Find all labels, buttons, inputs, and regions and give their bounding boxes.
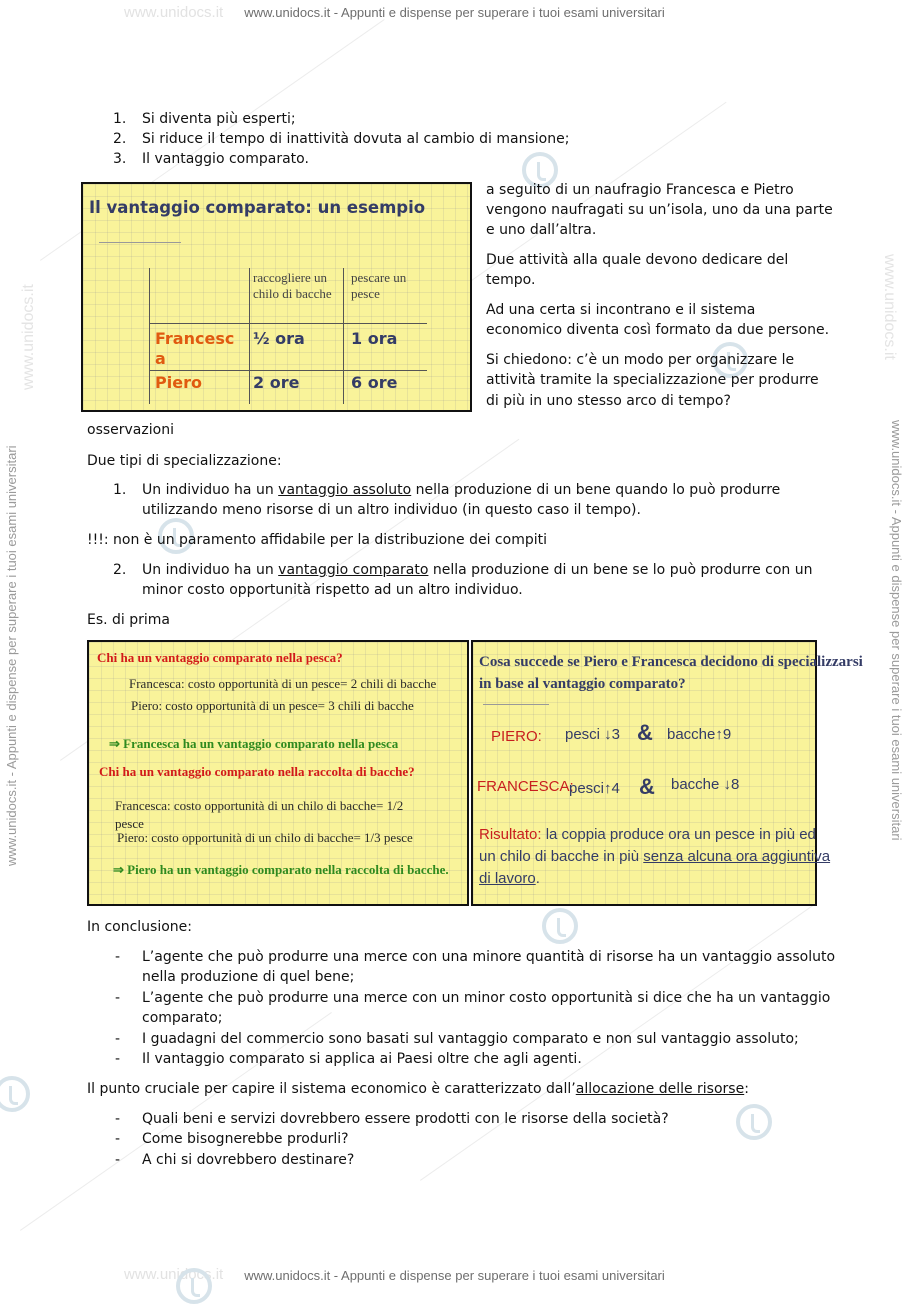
types-heading: Due tipi di specializzazione: xyxy=(87,453,282,469)
result-label: Risultato: xyxy=(479,826,542,843)
bullet-dash: - xyxy=(115,949,121,965)
paragraph-line: di più in uno stesso arco di tempo? xyxy=(486,393,731,409)
table-header-fish: pescare un pesce xyxy=(351,270,407,301)
list-number: 1. xyxy=(113,482,127,498)
paragraph-line: Ad una certa si incontrano e il sistema xyxy=(486,302,756,318)
slide-conclusion: ⇒ Francesca ha un vantaggio comparato nella pesca xyxy=(109,736,399,751)
list-item: Si diventa più esperti; xyxy=(142,111,296,127)
arrow-icon: ⇒ xyxy=(113,862,124,877)
slide-divider xyxy=(483,704,549,705)
list-item: Si riduce il tempo di inattività dovuta al cambio di mansione; xyxy=(142,131,570,147)
slide-title: Cosa succede se Piero e Francesca decidono di specializzarsi xyxy=(479,654,863,670)
observations-heading: osservazioni xyxy=(87,422,174,438)
list-number: 1. xyxy=(113,111,127,127)
piero-label: PIERO: xyxy=(491,728,542,745)
bullet-dash: - xyxy=(115,990,121,1006)
paragraph-line: vengono naufragati su un’isola, uno da una parte xyxy=(486,202,833,218)
result-line: Risultato: la coppia produce ora un pesce in più ed xyxy=(479,826,816,843)
table-cell: 6 ore xyxy=(351,373,398,392)
watermark-left-side: www.unidocs.it - Appunti e dispense per superare i tuoi esami universitari xyxy=(4,445,19,866)
slide-conclusion: ⇒ Piero ha un vantaggio comparato nella raccolta di bacche. xyxy=(113,862,449,877)
table-rule xyxy=(249,268,250,404)
bullet-dash: - xyxy=(115,1111,121,1127)
table-cell: ½ ora xyxy=(253,329,305,348)
watermark-ghost: www.unidocs.it xyxy=(124,4,224,21)
table-cell: 1 ora xyxy=(351,329,398,348)
slide-line: Francesca: costo opportunità di un chilo di bacche= 1/2 xyxy=(115,798,404,813)
list-number: 2. xyxy=(113,131,127,147)
paragraph-line: attività tramite la specializzazione per produrre xyxy=(486,372,819,388)
bullet-dash: - xyxy=(115,1051,121,1067)
list-item: comparato; xyxy=(142,1010,223,1026)
watermark-ghost: www.unidocs.it xyxy=(881,254,898,360)
list-item: A chi si dovrebbero destinare? xyxy=(142,1152,355,1168)
slide-line: Piero: costo opportunità di un chilo di bacche= 1/3 pesce xyxy=(117,830,413,845)
definition-absolute: Un individuo ha un vantaggio assoluto nella produzione di un bene quando lo può produrre xyxy=(142,482,781,498)
list-item: Il vantaggio comparato. xyxy=(142,151,309,167)
list-number: 3. xyxy=(113,151,127,167)
term-comparative-advantage: vantaggio comparato xyxy=(278,562,429,578)
table-rule xyxy=(149,370,427,371)
table-rule xyxy=(343,268,344,404)
list-item: nella produzione di quel bene; xyxy=(142,969,355,985)
watermark-header: www.unidocs.it - Appunti e dispense per superare i tuoi esami universitari xyxy=(244,5,665,20)
list-item: Il vantaggio comparato si applica ai Paesi oltre che agli agenti. xyxy=(142,1051,582,1067)
list-item: L’agente che può produrre una merce con una minore quantità di risorse ha un vantaggio assoluto xyxy=(142,949,836,965)
paragraph-line: tempo. xyxy=(486,272,536,288)
result-line: di lavoro. xyxy=(479,870,540,887)
paragraph-line: Si chiedono: c’è un modo per organizzare le xyxy=(486,352,795,368)
paragraph-line: a seguito di un naufragio Francesca e Pietro xyxy=(486,182,794,198)
slide-question: Chi ha un vantaggio comparato nella raccolta di bacche? xyxy=(99,764,415,779)
watermark-logo-icon xyxy=(0,1076,30,1112)
paragraph-line: e uno dall’altra. xyxy=(486,222,597,238)
slide-divider xyxy=(99,242,181,243)
note: !!!: non è un paramento affidabile per la distribuzione dei compiti xyxy=(87,532,547,548)
watermark-footer: www.unidocs.it - Appunti e dispense per superare i tuoi esami universitari xyxy=(244,1268,665,1283)
list-item: Quali beni e servizi dovrebbero essere prodotti con le risorse della società? xyxy=(142,1111,669,1127)
definition-comparative-line2: minor costo opportunità rispetto ad un altro individuo. xyxy=(142,582,523,598)
arrow-icon: ⇒ xyxy=(109,736,120,751)
table-rule xyxy=(149,268,150,404)
slide-opportunity-cost xyxy=(87,640,469,906)
slide-comparative-advantage-example xyxy=(81,182,472,412)
slide-line: Piero: costo opportunità di un pesce= 3 chili di bacche xyxy=(131,698,414,713)
definition-absolute-line2: utilizzando meno risorse di un altro individuo (in questo caso il tempo). xyxy=(142,502,641,518)
term-absolute-advantage: vantaggio assoluto xyxy=(278,482,412,498)
watermark-right-side: www.unidocs.it - Appunti e dispense per superare i tuoi esami universitari xyxy=(889,420,904,841)
list-item: Come bisognerebbe produrli? xyxy=(142,1131,349,1147)
slide-line: pesce xyxy=(115,816,144,831)
slide-line: Francesca: costo opportunità di un pesce= 2 chili di bacche xyxy=(129,676,437,691)
slide-title: Il vantaggio comparato: un esempio xyxy=(89,198,426,217)
table-row-name: Piero xyxy=(155,373,202,392)
conclusion-heading: In conclusione: xyxy=(87,919,192,935)
piero-fish: pesci ↓3 xyxy=(565,726,621,743)
list-number: 2. xyxy=(113,562,127,578)
slide-specialization-result xyxy=(471,640,863,906)
slide-question: Chi ha un vantaggio comparato nella pesca? xyxy=(97,650,343,665)
definition-comparative: Un individuo ha un vantaggio comparato nella produzione di un bene se lo può produrre con un xyxy=(142,562,813,578)
bullet-dash: - xyxy=(115,1031,121,1047)
table-row-name: Francesca xyxy=(155,329,235,368)
example-label: Es. di prima xyxy=(87,612,171,628)
bullet-dash: - xyxy=(115,1131,121,1147)
francesca-berries: bacche ↓8 xyxy=(671,776,740,793)
table-cell: 2 ore xyxy=(253,373,300,392)
table-rule xyxy=(149,323,427,324)
slide-title: in base al vantaggio comparato? xyxy=(479,676,686,692)
allocation-paragraph: Il punto cruciale per capire il sistema economico è caratterizzato dall’allocazione delle risorse: xyxy=(87,1081,749,1097)
ampersand: & xyxy=(639,774,655,799)
watermark-ghost: www.unidocs.it xyxy=(20,284,37,390)
term-resource-allocation: allocazione delle risorse xyxy=(575,1081,745,1097)
result-line: un chilo di bacche in più senza alcuna ora aggiuntiva xyxy=(479,848,831,865)
francesca-label: FRANCESCA: xyxy=(477,778,574,795)
watermark-logo-icon xyxy=(736,1104,772,1140)
ampersand: & xyxy=(637,720,653,745)
table-header-berries: raccogliere un chilo di bacche xyxy=(253,270,332,301)
bullet-dash: - xyxy=(115,1152,121,1168)
list-item: L’agente che può produrre una merce con un minor costo opportunità si dice che ha un vantaggio xyxy=(142,990,831,1006)
list-item: I guadagni del commercio sono basati sul vantaggio comparato e non sul vantaggio assoluto; xyxy=(142,1031,799,1047)
watermark-logo-icon xyxy=(542,908,578,944)
paragraph-line: Due attività alla quale devono dedicare del xyxy=(486,252,789,268)
paragraph-line: economico diventa così formato da due persone. xyxy=(486,322,830,338)
piero-berries: bacche↑9 xyxy=(667,726,732,743)
watermark-ghost: www.unidocs.it xyxy=(124,1266,224,1283)
francesca-fish: pesci↑4 xyxy=(569,780,620,797)
